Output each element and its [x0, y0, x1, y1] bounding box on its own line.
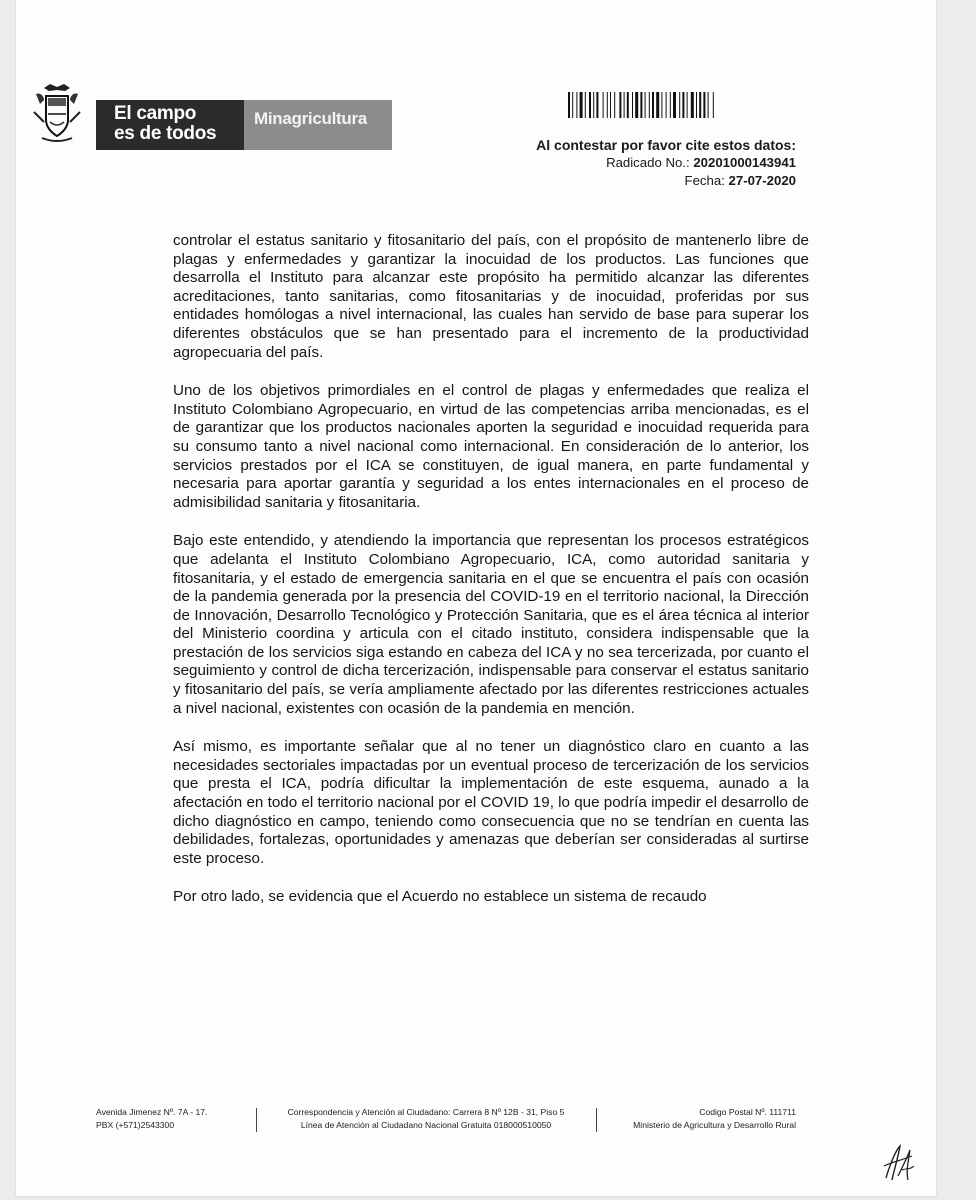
fecha-label: Fecha: [684, 173, 725, 188]
footer-postal [586, 1106, 796, 1132]
fecha-value: 27-07-2020 [728, 173, 796, 188]
ministry-logo-box: Minagricultura [244, 100, 392, 150]
letter-body [173, 232, 809, 927]
radicado-label: Radicado No.: [606, 155, 690, 170]
logo-line-2: es de todos [114, 123, 217, 144]
paragraph: Así mismo, es importante señalar que al no tener un diagnóstico claro en cuanto a las necesidades sectoriales impactadas por un eventual proceso de tercerización de los servicios que presta el ICA, podría dificultar la implementación de este esquema, aunado a la afectación en todo el territorio nacional por el COVID 19, lo que podría impedir el desarrollo de dicho diagnóstico en campo, teniendo como consecuencia que no se tendrían en cuenta las debilidades, fortalezas, oportunidades y amenazas que deberían ser consideradas al surtirse este proceso. [173, 738, 809, 867]
footer-hotline-line: Línea de Atención al Ciudadano Nacional Gratuita 018000510050 [300, 1120, 552, 1130]
footer-ministry-line: Ministerio de Agricultura y Desarrollo Rural [633, 1120, 796, 1130]
fecha-line [456, 172, 796, 190]
radicado-value: 20201000143941 [693, 155, 796, 170]
footer-divider [256, 1108, 257, 1132]
logo-campo-box [96, 100, 244, 150]
footer-postal-line: Codigo Postal Nº. 111711 [699, 1107, 796, 1117]
footer-phone-line: PBX (+571)2543300 [96, 1120, 175, 1130]
barcode-icon [568, 92, 796, 118]
citation-block [456, 136, 796, 190]
handwritten-initials-icon [878, 1140, 918, 1184]
footer-correspondence-line: Correspondencia y Atención al Ciudadano: Carrera 8 Nº 12B - 31, Piso 5 [287, 1107, 565, 1117]
footer-service [261, 1106, 591, 1132]
header-logo [30, 82, 84, 142]
paragraph: controlar el estatus sanitario y fitosanitario del país, con el propósito de mantenerlo libre de plagas y enfermedades y garantizar la inocuidad de los productos. Las funciones que desarrolla el Instituto para alcanzar este propósito ha permitido alcanzar las diferentes acreditaciones, tanto sanitarias, como fitosanitarias y de inocuidad, proferidas por sus entidades homólogas a nivel internacional, las cuales han servido de base para superar los diferentes obstáculos que se han presentado para el incremento de la productividad agropecuaria del país. [173, 232, 809, 361]
logo-line-1: El campo [114, 103, 197, 124]
cite-prompt: Al contestar por favor cite estos datos: [536, 137, 796, 153]
paragraph: Por otro lado, se evidencia que el Acuerdo no establece un sistema de recaudo [173, 888, 707, 906]
document-page [16, 0, 936, 1196]
coat-of-arms-icon [30, 82, 84, 142]
footer-address-line: Avenida Jimenez Nº. 7A - 17. [96, 1107, 208, 1117]
paragraph: Bajo este entendido, y atendiendo la importancia que representan los procesos estratégicos que adelanta el Instituto Colombiano Agropecuario, ICA, como autoridad sanitaria y fitosanitaria, y el estado de emergencia sanitaria en el que se encuentra el país con ocasión de la pandemia generada por la presencia del COVID-19 en el territorio nacional, la Dirección de Innovación, Desarrollo Tecnológico y Protección Sanitaria, que es el área técnica al interior del Ministerio coordina y articula con el citado instituto, considera indispensable que la prestación de los servicios siga estando en cabeza del ICA y no sea tercerizada, por cuanto el seguimiento y control de dicha tercerización, indispensable para conservar el estatus sanitario y fitosanitario del país, se vería ampliamente afectado por las diferentes restricciones actuales a nivel nacional, existentes con ocasión de la pandemia en mención. [173, 532, 809, 717]
radicado-line [456, 154, 796, 172]
paragraph: Uno de los objetivos primordiales en el control de plagas y enfermedades que realiza el Instituto Colombiano Agropecuario, en virtud de las competencias arriba mencionadas, es el de garantizar que los productos nacionales aporten la seguridad e inocuidad requerida para su consumo tanto a nivel nacional como internacional. En consideración de lo anterior, los servicios prestados por el ICA se constituyen, de igual manera, en parte fundamental y necesaria para aportar garantía y seguridad a los entes internacionales en el proceso de admisibilidad sanitaria y fitosanitaria. [173, 382, 809, 511]
footer-address [96, 1106, 236, 1132]
